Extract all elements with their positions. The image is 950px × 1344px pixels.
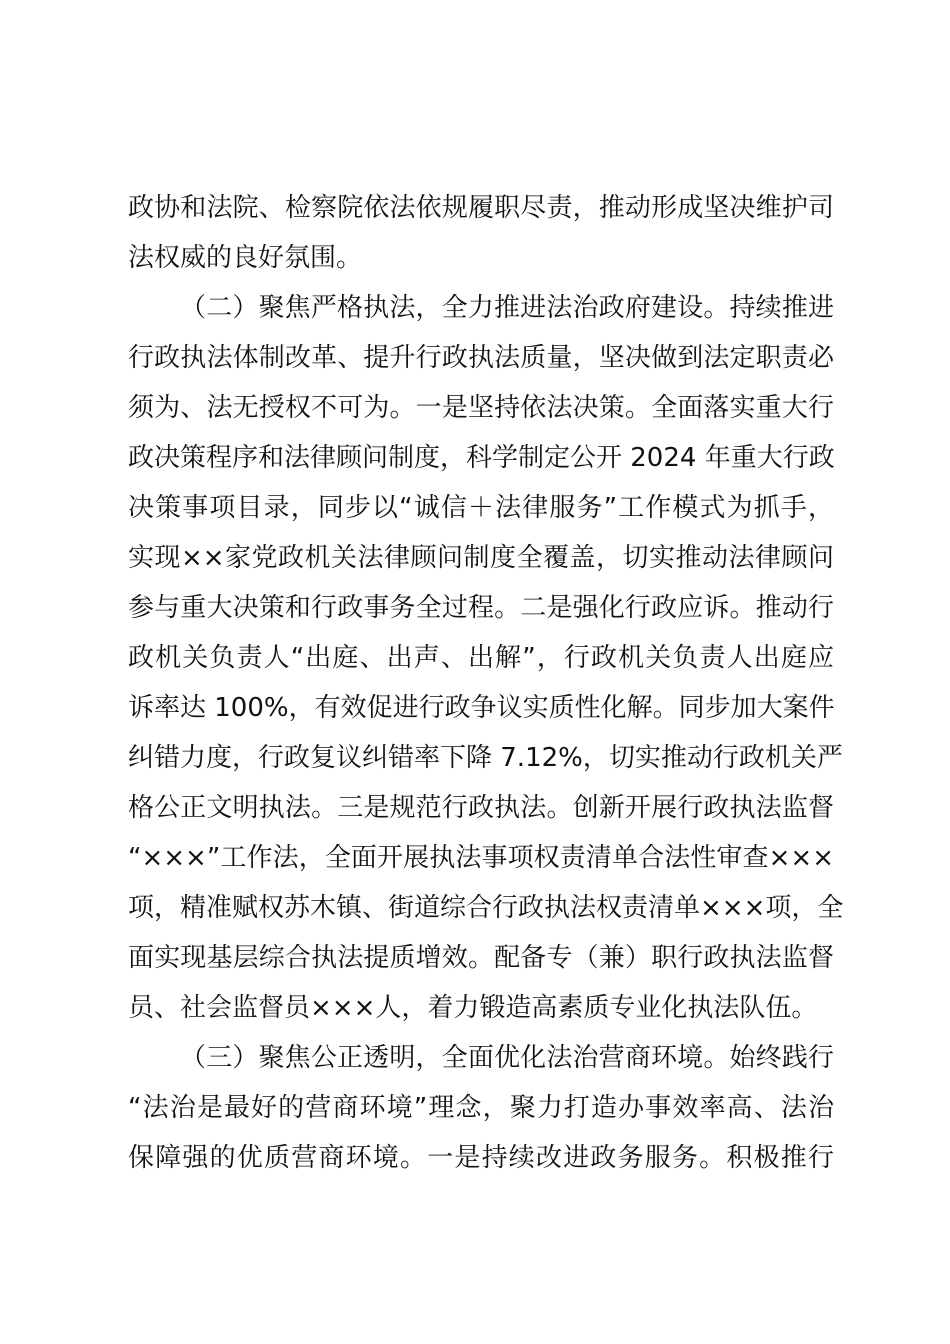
section-heading-line: （三）聚焦公正透明，全面优化法治营商环境。始终践行 <box>180 1043 834 1073</box>
document-body <box>128 183 844 1183</box>
section-heading-line: （二）聚焦严格执法，全力推进法治政府建设。持续推进 <box>180 293 834 323</box>
text-line: 决策事项目录，同步以“诚信＋法律服务”工作模式为抓手， <box>128 493 834 523</box>
text-line: 项，精准赋权苏木镇、街道综合行政执法权责清单×××项，全 <box>128 893 844 923</box>
text-line: 格公正文明执法。三是规范行政执法。创新开展行政执法监督 <box>128 793 834 823</box>
text-line: 面实现基层综合执法提质增效。配备专（兼）职行政执法监督 <box>128 943 834 973</box>
text-line: 诉率达 100%，有效促进行政争议实质性化解。同步加大案件 <box>128 693 835 723</box>
text-line: 实现××家党政机关法律顾问制度全覆盖，切实推动法律顾问 <box>128 543 834 573</box>
text-line: 政协和法院、检察院依法依规履职尽责，推动形成坚决维护司 <box>128 193 834 223</box>
text-line: 保障强的优质营商环境。一是持续改进政务服务。积极推行 <box>128 1143 834 1173</box>
text-line: 法权威的良好氛围。 <box>128 243 363 273</box>
text-line: 政决策程序和法律顾问制度，科学制定公开 2024 年重大行政 <box>128 443 835 473</box>
text-line: 政机关负责人“出庭、出声、出解”，行政机关负责人出庭应 <box>128 643 834 673</box>
paragraph-1 <box>128 183 834 283</box>
text-line: 须为、法无授权不可为。一是坚持依法决策。全面落实重大行 <box>128 393 834 423</box>
text-line: “法治是最好的营商环境”理念，聚力打造办事效率高、法治 <box>128 1093 834 1123</box>
paragraph-3 <box>128 1033 834 1183</box>
text-line: 员、社会监督员×××人，着力锻造高素质专业化执法队伍。 <box>128 993 818 1023</box>
text-line: 参与重大决策和行政事务全过程。二是强化行政应诉。推动行 <box>128 593 834 623</box>
text-line: 纠错力度，行政复议纠错率下降 7.12%，切实推动行政机关严 <box>128 743 843 773</box>
text-line: “×××”工作法，全面开展执法事项权责清单合法性审查××× <box>128 843 834 873</box>
paragraph-2 <box>128 283 844 1033</box>
text-line: 行政执法体制改革、提升行政执法质量，坚决做到法定职责必 <box>128 343 834 373</box>
